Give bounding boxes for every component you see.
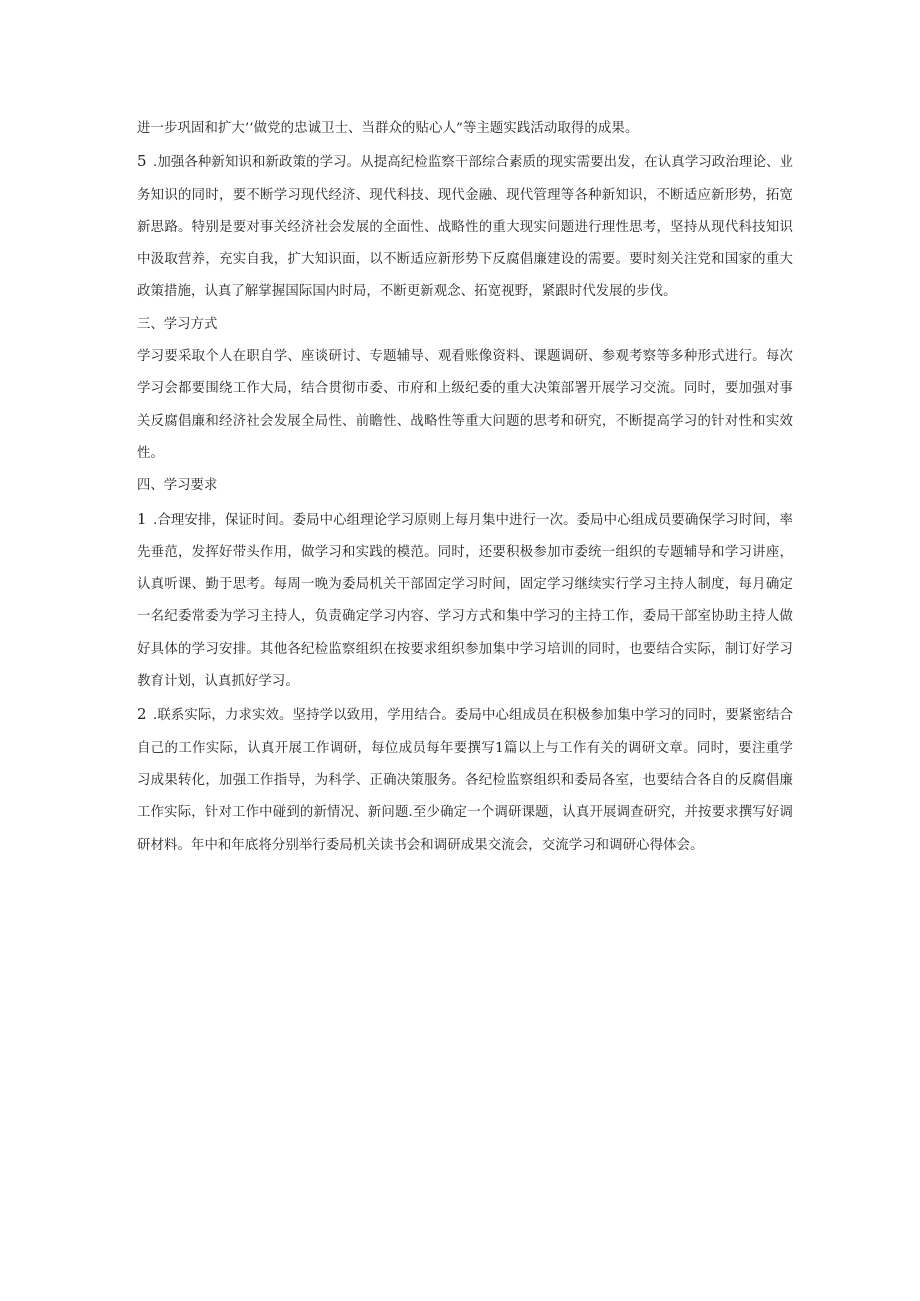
item-text-2: .联系实际，力求实效。坚持学以致用，学用结合。委局中心组成员在积极参加集中学习的同时，要紧密结合自己的工作实际，认真开展工作调研，每位成员每年要撰写1篇以上与工作有关的调研文章。同时，要注重学习成果转化，加强工作指导，为科学、正确决策服务。各纪检监察组织和委局各室，也要结合各自的反腐倡廉工作实际，针对工作中碰到的新情况、新问题.至少确定一个调研课题，认真开展调查研究，并按要求撰写好调研材料。年中和年底将分别举行委局机关读书会和调研成果交流会，交流学习和调研心得体会。 bbox=[137, 708, 793, 853]
item-text-5: .加强各种新知识和新政策的学习。从提高纪检监察干部综合素质的现实需要出发，在认真学习政治理论、业务知识的同时，要不断学习现代经济、现代科技、现代金融、现代管理等各种新知识，不断适应新形势，拓宽新思路。特别是要对事关经济社会发展的全面性、战略性的重大现实问题进行理性思考，坚持从现代科技知识中汲取营养，充实自我，扩大知识面，以不断适应新形势下反腐倡廉建设的需要。要时刻关注党和国家的重大政策措施，认真了解掌握国际国内时局，不断更新观念、拓宽视野，紧跟时代发展的步伐。 bbox=[137, 155, 793, 300]
section-heading-4: 四、学习要求 bbox=[137, 478, 218, 494]
paragraph-item-1 bbox=[137, 503, 793, 699]
paragraph-item-2 bbox=[137, 698, 793, 861]
document-body bbox=[137, 113, 793, 862]
paragraph-method: 学习要采取个人在职自学、座谈研讨、专题辅导、观看账像资料、课题调研、参观考察等多种形式进行。每次学习会都要围绕工作大局，结合贯彻市委、市府和上级纪委的重大决策部署开展学习交流。同时，要加强对事关反腐倡廉和经济社会发展全局性、前瞻性、战略性等重大问题的思考和研究，不断提高学习的针对性和实效性。 bbox=[137, 349, 793, 461]
item-number-2: 2 bbox=[137, 705, 149, 724]
paragraph-intro: 进一步巩固和扩大’’做党的忠诚卫士、当群众的贴心人”等主题实践活动取得的成果。 bbox=[137, 121, 639, 136]
item-number-1: 1 bbox=[137, 509, 149, 528]
item-text-1: .合理安排，保证时间。委局中心组理论学习原则上每月集中进行一次。委局中心组成员要确保学习时间，率先垂范，发挥好带头作用，做学习和实践的模范。同时，还要积极参加市委统一组织的专题辅导和学习讲座，认真听课、勤于思考。每周一晚为委局机关干部固定学习时间，固定学习继续实行学习主持人制度，每月确定一名纪委常委为学习主持人，负责确定学习内容、学习方式和集中学习的主持工作，委局干部室协助主持人做好具体的学习安排。其他各纪检监察组织在按要求组织参加集中学习培训的同时，也要结合实际，制订好学习教育计划，认真抓好学习。 bbox=[137, 512, 793, 690]
item-number-5: 5 bbox=[137, 152, 149, 171]
paragraph-item-5 bbox=[137, 145, 793, 308]
section-heading-3: 三、学习方式 bbox=[137, 316, 218, 332]
